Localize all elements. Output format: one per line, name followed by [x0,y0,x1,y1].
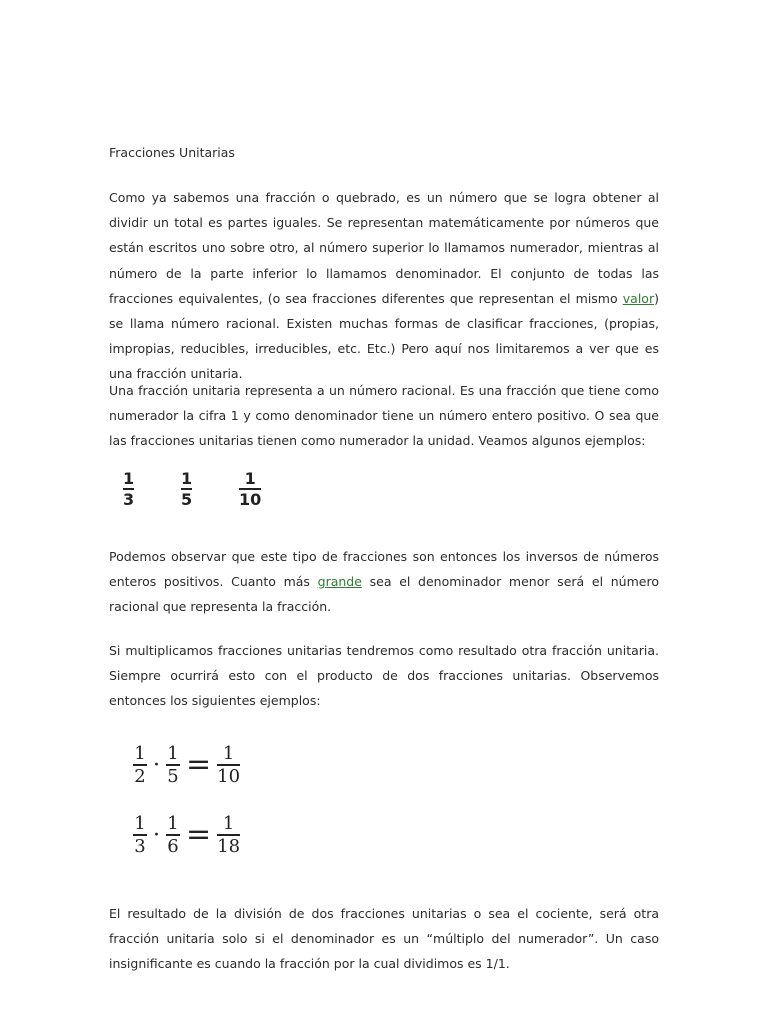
equals-sign: = [186,747,212,782]
fraction-denominator: 3 [123,490,135,509]
fraction-numerator: 1 [222,743,235,765]
fraction-operand [166,814,180,856]
fraction-example [239,470,261,508]
paragraph-definition: Una fracción unitaria representa a un número racional. Es una fracción que tiene como numerador la cifra 1 y como denominador tiene un número entero positivo. O sea que las fracciones unitarias tienen como numerador la unidad. Veamos algunos ejemplos: [109,383,659,449]
paragraph-intro [109,185,659,387]
fraction-result [217,744,240,786]
multiplication-dot: · [153,752,160,778]
fraction-operand [133,744,147,786]
paragraph-text: ) se llama número racional. Existen muchas formas de clasificar fracciones, (propias, impropias, reducibles, irreducibles, etc. Etc.) Pero aquí nos limitaremos a ver que es una fracción unitaria. [109,290,659,382]
paragraph-multiplication: Si multiplicamos fracciones unitarias tendremos como resultado otra fracción unitaria. Siempre ocurrirá esto con el producto de dos fracciones unitarias. Observemos entonces los siguientes ejemplos: [109,643,659,709]
fraction-example [181,470,192,508]
paragraph-text: Como ya sabemos una fracción o quebrado, es un número que se logra obtener al dividir un total es partes iguales. Se representan matemáticamente por números que están escritos uno sobre otro, al número superior lo llamamos numerador, mientras al número de la parte inferior lo llamamos denominador. El conjunto de todas las fracciones equivalentes, (o sea fracciones diferentes que representan el mismo [109,190,659,306]
fraction-denominator: 5 [181,490,193,509]
fraction-operand [133,814,147,856]
multiplication-dot: · [153,822,160,848]
fraction-denominator: 18 [217,835,241,857]
paragraph-division: El resultado de la división de dos fracciones unitarias o sea el cociente, será otra fracción unitaria solo si el denominador es un “múltiplo del numerador”. Un caso insignificante es cuando la fracción por la cual dividimos es 1/1. [109,906,659,972]
equation-product-1 [133,744,240,786]
fraction-numerator: 1 [123,469,135,488]
fraction-numerator: 1 [167,743,179,765]
fraction-denominator: 2 [134,765,146,787]
fraction-numerator: 1 [167,813,179,835]
paragraph-text: Podemos observar que este tipo de fracciones son entonces los inversos de números enteros positivos. Cuanto más [109,549,659,590]
fraction-result [217,814,240,856]
fraction-denominator: 10 [217,765,241,787]
fraction-numerator: 1 [222,813,235,835]
fraction-example [123,470,134,508]
link-valor[interactable]: valor [622,290,655,306]
fraction-denominator: 10 [239,490,262,509]
link-grande[interactable]: grande [317,574,362,590]
fraction-denominator: 3 [134,835,146,857]
fraction-numerator: 1 [134,743,146,765]
fraction-numerator: 1 [134,813,146,835]
equals-sign: = [186,817,212,852]
fraction-numerator: 1 [244,469,256,488]
document-title: Fracciones Unitarias [109,145,235,160]
paragraph-text: sea el denominador menor será el número racional que representa la fracción. [109,574,659,615]
fraction-denominator: 6 [167,835,179,857]
equation-product-2 [133,814,240,856]
fraction-operand [166,744,180,786]
fraction-denominator: 5 [167,765,179,787]
fraction-numerator: 1 [181,469,193,488]
paragraph-inverses [109,544,659,620]
